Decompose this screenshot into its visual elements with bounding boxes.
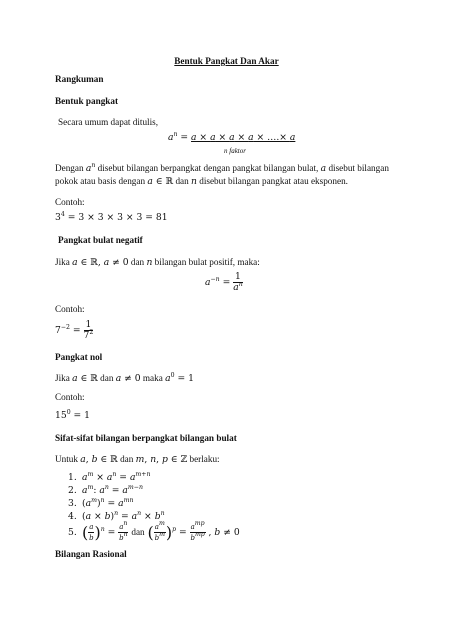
property-item-4: 4. $(a \times b)^n = a^n \times b^n$ — [68, 510, 165, 522]
heading-bentuk-pangkat: Bentuk pangkat — [55, 96, 119, 106]
contoh-label-3: Contoh: — [55, 392, 85, 402]
property-item-3: 3. $(a^m)^n = a^{mn}$ — [68, 497, 134, 509]
contoh-label-1: Contoh: — [55, 197, 85, 207]
heading-sifat-sifat: Sifat-sifat bilangan berpangkat bilangan bulat — [55, 433, 237, 443]
definition-line-1: Dengan $a^n$ disebut bilangan berpangkat dengan pangkat bilangan bulat, a disebut bilangan — [55, 162, 389, 174]
contoh-label-2: Contoh: — [55, 304, 85, 314]
formula-power-definition: $a^n = a \times a \times a \times a$ × ….× a — [168, 131, 296, 143]
example-zero-exponent: $15^0 = 1$ — [55, 409, 91, 421]
heading-pangkat-negatif: Pangkat bulat negatif — [58, 235, 143, 245]
example-power: $3^4 = 3 \times 3 \times 3 \times 3 = 81$ — [55, 211, 168, 223]
definition-line-2: pokok atau basis dengan a ∈ ℝ dan n disebut bilangan pangkat atau eksponen. — [55, 176, 348, 187]
properties-condition: Untuk a, b ∈ ℝ dan m, n, p ∈ ℤ berlaku: — [55, 454, 220, 465]
heading-pangkat-nol: Pangkat nol — [55, 352, 103, 362]
heading-bilangan-rasional: Bilangan Rasional — [55, 549, 127, 559]
formula-negative-exponent: $a^{-n}$ = $\frac{1}{a^n}$ — [205, 271, 243, 293]
example-negative-exponent: $7^{-2}$ = $\frac{1}{7^2}$ — [55, 319, 94, 341]
property-item-5: 5. ( $\frac{a}{b}$ )$^n$ = $\frac{a^n}{b^n}$ dan ( $\frac{a^m}{b^m}$ )$^p$ = $\frac{a^{mp}}{b^{mp}}$ , b ≠ 0 — [68, 520, 240, 542]
zero-exponent-condition: Jika a ∈ ℝ dan a ≠ 0 maka $a^0 = 1$ — [55, 372, 194, 384]
negative-exponent-condition: Jika a ∈ ℝ, a ≠ 0 dan n bilangan bulat positif, maka: — [55, 257, 260, 268]
document-title: Bentuk Pangkat Dan Akar — [174, 56, 279, 66]
property-item-2: 2. $a^m$: $a^n = a^{m-n}$ — [68, 484, 143, 496]
intro-text: Secara umum dapat ditulis, — [58, 117, 159, 127]
heading-rangkuman: Rangkuman — [55, 74, 104, 84]
faktor-label: n faktor — [224, 147, 246, 155]
property-item-1: 1. $a^m \times a^n = a^{m+n}$ — [68, 471, 151, 483]
